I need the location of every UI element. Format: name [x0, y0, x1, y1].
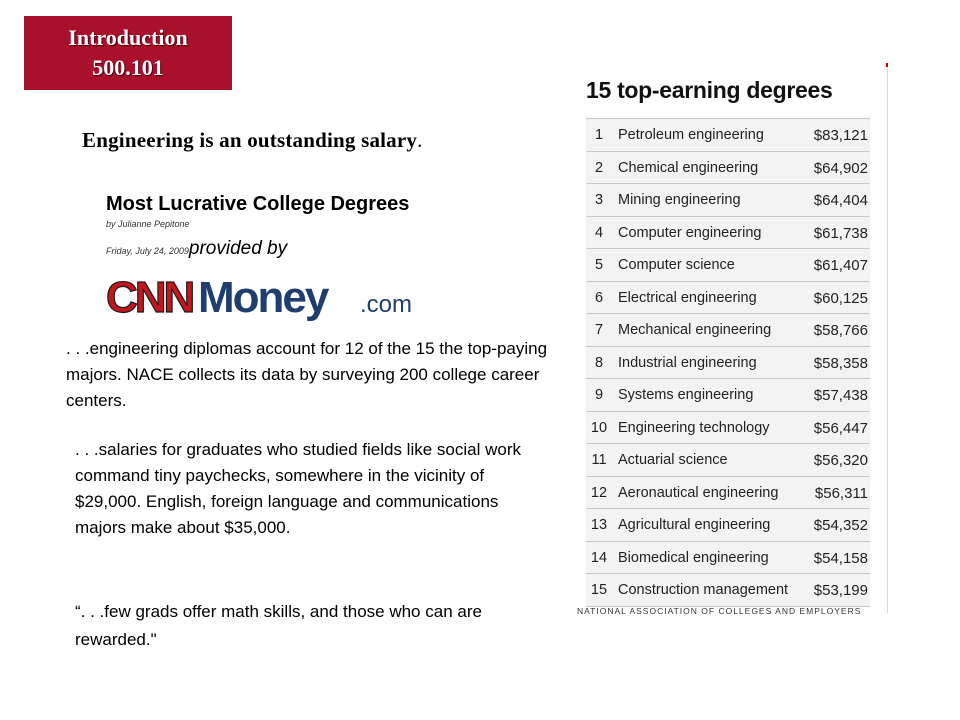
- paragraph-salaries: . . .salaries for graduates who studied fields like social work command tiny paychecks, somewhere in the vicinity of $29,000. English, foreign language and communications majors make about $35,000.: [75, 440, 521, 537]
- dotcom-logo-text: .com: [360, 291, 413, 318]
- headline-period: .: [417, 128, 423, 152]
- table-row: [586, 573, 870, 607]
- row-rank: 10: [590, 419, 608, 436]
- row-rank: 8: [594, 354, 604, 371]
- table-rows: [586, 118, 870, 607]
- row-salary: $56,311: [814, 484, 868, 502]
- table-row: [586, 183, 870, 216]
- row-salary: $54,158: [813, 549, 868, 567]
- article-title: Most Lucrative College Degrees: [106, 193, 410, 215]
- cnnmoney-logo: [106, 272, 436, 328]
- row-degree: Engineering technology: [618, 419, 770, 436]
- cnn-logo-text: CNN: [106, 273, 193, 322]
- row-degree: Electrical engineering: [618, 289, 757, 306]
- row-salary: $56,320: [813, 452, 868, 469]
- row-salary: $54,352: [813, 517, 868, 534]
- row-salary: $58,358: [813, 354, 868, 372]
- course-number: 500.101: [92, 55, 164, 80]
- row-degree: Petroleum engineering: [618, 127, 764, 143]
- table-row: [586, 476, 870, 509]
- row-salary: $83,121: [813, 127, 868, 144]
- table-row: [586, 151, 870, 184]
- row-degree: Computer science: [618, 257, 735, 273]
- row-degree: Aeronautical engineering: [618, 484, 779, 501]
- provided-by-label: provided by: [188, 238, 288, 259]
- row-salary: $60,125: [813, 289, 868, 307]
- table-row: [586, 216, 870, 249]
- row-rank: 4: [594, 224, 604, 241]
- table-row: [586, 378, 870, 411]
- row-salary: $53,199: [813, 582, 868, 599]
- row-degree: Computer engineering: [618, 224, 762, 241]
- table-row: [586, 508, 870, 541]
- table-title: 15 top-earning degrees: [586, 77, 833, 103]
- row-salary: $56,447: [813, 419, 868, 437]
- top-earning-degrees-table: [577, 63, 888, 616]
- row-rank: 9: [594, 387, 604, 403]
- table-row: [586, 313, 870, 346]
- paragraph-math-skills: “. . .few grads offer math skills, and those who can are rewarded.": [75, 602, 482, 649]
- table-row: [586, 346, 870, 379]
- table-source: NATIONAL ASSOCIATION OF COLLEGES AND EMPLOYERS: [577, 606, 862, 616]
- row-rank: 6: [594, 289, 604, 306]
- row-degree: Biomedical engineering: [618, 549, 769, 566]
- row-degree: Systems engineering: [618, 387, 754, 403]
- table-row: [586, 118, 870, 151]
- row-rank: 7: [594, 322, 604, 338]
- money-logo-text: Money: [198, 273, 328, 322]
- row-salary: $64,404: [813, 192, 868, 209]
- row-rank: 5: [594, 257, 604, 273]
- row-rank: 12: [590, 484, 608, 501]
- row-rank: 2: [594, 159, 604, 176]
- row-salary: $58,766: [813, 322, 868, 339]
- table-row: [586, 281, 870, 314]
- row-rank: 14: [590, 549, 608, 566]
- article-date-line: [106, 238, 287, 260]
- row-degree: Mining engineering: [618, 192, 741, 208]
- course-title-box: [24, 16, 232, 90]
- row-degree: Chemical engineering: [618, 159, 759, 176]
- table-row: [586, 411, 870, 444]
- row-degree: Actuarial science: [618, 452, 728, 468]
- table-row: [586, 443, 870, 476]
- row-rank: 1: [594, 127, 604, 143]
- frame-border: [887, 67, 888, 613]
- row-rank: 11: [591, 452, 607, 468]
- row-salary: $64,902: [813, 159, 868, 177]
- headline-text: Engineering is an outstanding salary: [82, 128, 418, 152]
- paragraph-engineering-diplomas: . . .engineering diplomas account for 12 of the 15 the top-paying majors. NACE collects its data by surveying 200 college career centers.: [66, 339, 548, 410]
- row-rank: 15: [590, 582, 608, 598]
- row-degree: Agricultural engineering: [618, 517, 771, 533]
- headline: [82, 128, 423, 153]
- row-salary: $61,738: [813, 224, 868, 242]
- row-salary: $61,407: [813, 257, 868, 274]
- row-salary: $57,438: [813, 387, 868, 404]
- row-rank: 13: [590, 517, 608, 533]
- article-date: Friday, July 24, 2009: [106, 246, 189, 256]
- table-row: [586, 248, 870, 281]
- row-rank: 3: [594, 192, 604, 208]
- course-title: Introduction: [68, 25, 188, 50]
- article-byline: by Julianne Pepitone: [106, 219, 190, 229]
- table-row: [586, 541, 870, 574]
- row-degree: Industrial engineering: [618, 354, 757, 371]
- row-degree: Construction management: [618, 582, 789, 598]
- row-degree: Mechanical engineering: [618, 322, 772, 338]
